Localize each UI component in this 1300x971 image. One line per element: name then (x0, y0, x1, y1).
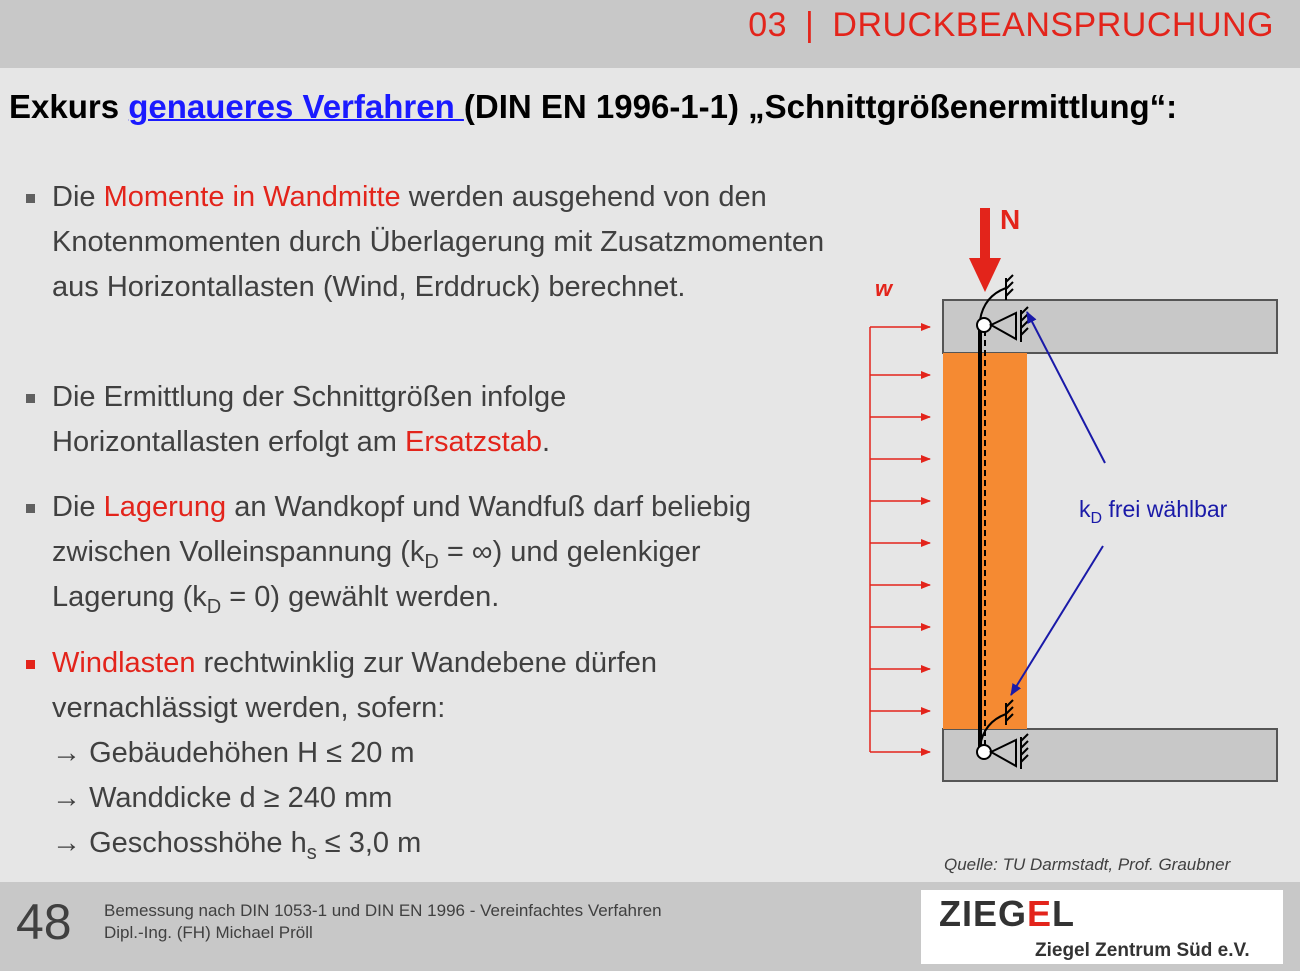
arrow-icon: → (52, 782, 81, 814)
heading-prefix: Exkurs (9, 88, 129, 125)
highlight-text: Lagerung (103, 491, 227, 523)
bullet-text: an Wandkopf und Wandfuß darf beliebig zwischen Volleinspannung (k (52, 491, 752, 568)
condition-thickness (52, 776, 772, 821)
footer-author: Dipl.-Ing. (FH) Michael Pröll (104, 923, 313, 942)
footer-text (104, 900, 662, 944)
bullet-text: werden ausgehend von den Knotenmomenten durch Überlagerung mit Zusatzmomenten aus Horizontallasten (Wind, Erddruck) berechnet. (52, 181, 825, 303)
arrow-icon: → (52, 737, 81, 769)
logo-part: L (1052, 893, 1076, 934)
logo-wordmark (939, 893, 1075, 935)
wind-load-label: w (875, 276, 893, 301)
bullet-marker (26, 504, 35, 513)
bullet-text: . (542, 426, 551, 458)
condition-text: Geschosshöhe h (89, 827, 307, 859)
axial-load-label: N (1000, 204, 1021, 235)
section-title (748, 6, 1274, 45)
kd-symbol: k (1079, 496, 1091, 522)
kd-annotation (1079, 496, 1228, 527)
section-name: DRUCKBEANSPRUCHUNG (832, 6, 1274, 44)
bullet-marker (26, 660, 35, 669)
bottom-slab (943, 729, 1277, 781)
bullet-ersatzstab (52, 375, 672, 465)
subscript: D (206, 596, 222, 618)
section-number: 03 (748, 6, 788, 44)
subscript: s (306, 842, 317, 864)
bullet-text: = ∞) und gelenkiger Lagerung (k (52, 536, 701, 613)
bullet-text: rechtwinklig zur Wandebene dürfen vernachlässigt werden, sofern: (52, 647, 658, 724)
source-citation: Quelle: TU Darmstadt, Prof. Graubner (944, 855, 1231, 874)
page-number: 48 (16, 894, 72, 950)
footer-title: Bemessung nach DIN 1053-1 und DIN EN 1996 - Vereinfachtes Verfahren (104, 901, 662, 920)
logo-part: E (1027, 893, 1053, 934)
condition-height (52, 731, 772, 776)
bullet-text: Die Ermittlung der Schnittgrößen infolge Horizontallasten erfolgt am (52, 381, 567, 458)
heading-suffix: (DIN EN 1996-1-1) „Schnittgrößenermittlung“: (463, 88, 1178, 125)
ziegel-logo (921, 890, 1283, 964)
wind-load-arrows (870, 327, 930, 752)
subscript: D (424, 551, 439, 573)
logo-part: ZIEG (939, 893, 1028, 934)
condition-text: ≤ 3,0 m (316, 827, 422, 859)
highlight-text: Windlasten (52, 647, 196, 679)
bullet-moments (52, 175, 832, 310)
condition-text: Wanddicke d ≥ 240 mm (89, 782, 393, 814)
arrow-icon: → (52, 827, 81, 859)
condition-text: Gebäudehöhen H ≤ 20 m (89, 737, 415, 769)
section-separator: | (805, 6, 815, 44)
highlight-text: Momente in Wandmitte (103, 181, 401, 213)
axial-load-arrow (969, 208, 1001, 292)
condition-storey-height (52, 821, 772, 866)
bullet-text: Die (52, 491, 104, 523)
bullet-lagerung (52, 485, 772, 620)
subscript: D (1090, 510, 1103, 527)
slide-heading (9, 88, 1177, 126)
bullet-text: = 0) gewählt werden. (221, 581, 500, 613)
kd-text: frei wählbar (1102, 496, 1228, 522)
bullet-windlasten (52, 641, 772, 866)
bullet-marker (26, 194, 35, 203)
bullet-marker (26, 394, 35, 403)
bullet-text: Die (52, 181, 104, 213)
heading-link[interactable]: genaueres Verfahren (128, 88, 464, 125)
logo-subtitle: Ziegel Zentrum Süd e.V. (1035, 940, 1250, 961)
highlight-text: Ersatzstab (405, 426, 542, 458)
